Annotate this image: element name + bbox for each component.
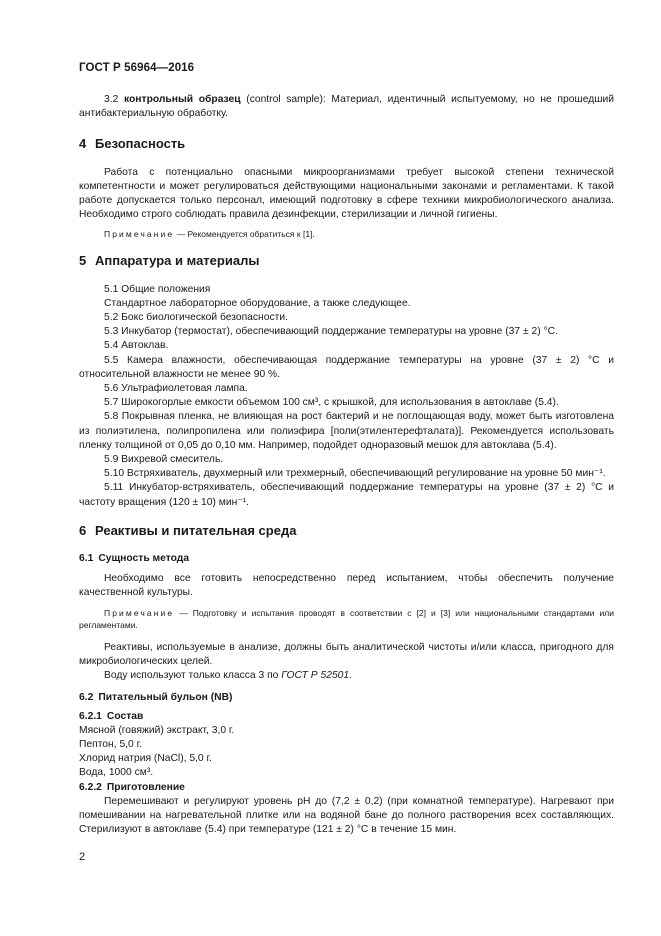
- reagents-paragraph: Реактивы, используемые в анализе, должны быть аналитической чистоты и/или класса, пригодного для микробиологических целей.: [79, 641, 614, 667]
- water-text: Воду используют только класса 3 по: [104, 670, 279, 682]
- definition-number: 3.2: [104, 94, 119, 105]
- subsection-title: Питательный бульон (NB): [98, 692, 233, 704]
- page-number: 2: [79, 851, 86, 863]
- subsection-6-1-note: [79, 607, 614, 631]
- section-number: 5: [79, 253, 87, 269]
- subsection-number: 6.1: [79, 553, 94, 565]
- item-5-4: 5.4 Автоклав.: [104, 340, 169, 352]
- standard-reference: ГОСТ Р 52501: [281, 670, 350, 682]
- item-5-9: 5.9 Вихревой смеситель.: [104, 454, 224, 466]
- composition-line: Хлорид натрия (NaCl), 5,0 г.: [79, 753, 212, 765]
- item-5-10: 5.10 Встряхиватель, двухмерный или трехмерный, обеспечивающий регулирование на уровне 50 мин⁻¹.: [104, 468, 606, 480]
- water-paragraph: [79, 669, 614, 683]
- standard-header: ГОСТ Р 56964—2016: [79, 62, 195, 74]
- note-text: — Рекомендуется обратиться к [1].: [176, 229, 315, 240]
- composition-line: Вода, 1000 см³.: [79, 767, 154, 779]
- definition-term: контрольный образец: [124, 94, 241, 105]
- definition-3-2: [79, 93, 614, 121]
- page-content: [79, 93, 614, 837]
- item-5-6: 5.6 Ультрафиолетовая лампа.: [104, 383, 248, 395]
- item-5-5: 5.5 Камера влажности, обеспечивающая поддержание температуры на уровне (37 ± 2) °С и относительной влажности не менее 90 %.: [79, 354, 614, 380]
- item-5-1-text: Стандартное лабораторное оборудование, а также следующее.: [104, 297, 411, 309]
- item-5-7: 5.7 Широкогорлые емкости объемом 100 см³, с крышкой, для использования в автоклаве (5.4).: [104, 397, 559, 409]
- subsection-number: 6.2: [79, 692, 94, 704]
- section-title: Аппаратура и материалы: [95, 253, 260, 269]
- note-label: Примечание: [104, 607, 175, 618]
- subsection-title: Сущность метода: [98, 553, 190, 565]
- note-label: Примечание: [104, 229, 175, 240]
- subsection-6-1-paragraph: Необходимо все готовить непосредственно перед испытанием, чтобы обеспечить получение качественной культуры.: [79, 573, 614, 599]
- section-4-heading: [79, 137, 614, 151]
- section-5-heading: [79, 254, 614, 268]
- subsection-6-2-2-heading: [79, 781, 614, 795]
- subsection-6-2-heading: [79, 691, 614, 705]
- subsection-number: 6.2.2: [79, 781, 102, 793]
- section-4-paragraph: Работа с потенциально опасными микроорганизмами требует высокой степени технической компетентности и может регулироваться действующими национальными законами и регламентами. К такой работе допускается только персонал, имеющий подготовку в сфере техники микробиологического анализа. Необходимо строго соблюдать правила дезинфекции, стерилизации и личной гигиены.: [79, 166, 614, 221]
- section-number: 6: [79, 522, 87, 538]
- composition-line: Мясной (говяжий) экстракт, 3,0 г.: [79, 724, 235, 736]
- item-5-11: 5.11 Инкубатор-встряхиватель, обеспечивающий поддержание температуры на уровне (37 ± 2) °С и частоту вращения (120 ± 10) мин⁻¹.: [79, 482, 614, 508]
- item-5-1: 5.1 Общие положения: [104, 283, 211, 295]
- section-title: Безопасность: [95, 136, 186, 152]
- subsection-title: Состав: [106, 710, 144, 722]
- section-4-note: [79, 228, 614, 240]
- item-5-8: 5.8 Покрывная пленка, не влияющая на рост бактерий и не поглощающая воду, может быть изготовлена из полиэтилена, полипропилена или полиэфира [поли(этилентерефталата)]. Рекомендуется использовать пленку толщиной от 0,05 до 0,10 мм. Например, подойдет одноразовый мешок для автоклава (5.4).: [79, 411, 614, 451]
- item-5-2: 5.2 Бокс биологической безопасности.: [104, 312, 288, 324]
- item-5-3: 5.3 Инкубатор (термостат), обеспечивающий поддержание температуры на уровне (37 ± 2) °С.: [104, 326, 558, 338]
- composition-line: Пептон, 5,0 г.: [79, 738, 142, 750]
- definition-text: (control sample): Материал, идентичный испытуемому, но не прошедший антибактериальную обработку.: [79, 94, 614, 120]
- water-end: .: [349, 670, 352, 682]
- subsection-number: 6.2.1: [79, 710, 102, 722]
- section-title: Реактивы и питательная среда: [95, 522, 297, 538]
- section-6-heading: [79, 524, 614, 538]
- preparation-paragraph: Перемешивают и регулируют уровень рН до (7,2 ± 0,2) (при комнатной температуре). Нагревают при помешивании на нагревательной плитке или на водяной бане до полного растворения всех составляющих. Стерилизуют в автоклаве (5.4) при температуре (121 ± 2) °С в течение 15 мин.: [79, 795, 614, 836]
- subsection-6-1-heading: [79, 552, 614, 566]
- subsection-title: Приготовление: [106, 781, 185, 793]
- section-number: 4: [79, 136, 87, 152]
- subsection-6-2-1-heading: [79, 710, 614, 724]
- note-text: — Подготовку и испытания проводят в соответствии с [2] и [3] или национальными стандартами или регламентами.: [79, 607, 614, 630]
